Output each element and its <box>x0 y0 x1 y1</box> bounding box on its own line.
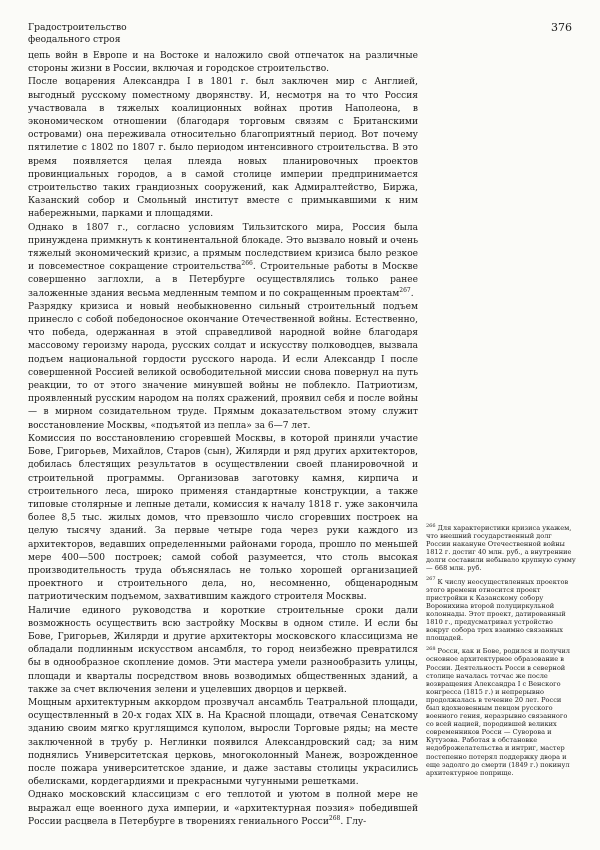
paragraph-text: . Глу- <box>340 816 367 827</box>
footnote-number: 266 <box>426 522 436 529</box>
footnote-reference[interactable]: 268 <box>328 814 341 822</box>
paragraph-text: После воцарения Александра I в 1801 г. был заключен мир с Англией, выгодный русскому поместному дворянству. И, несмотря на то что Россия участвовала в тяжелых коалиционных войнах против Наполеона, в экономическом отношении (благодаря торговым связям с Британскими островами) она переживала относительно благоприятный период. Вот почему пятилетие с 1802 по 1807 г. было периодом интенсивного строительства. В это время появляется целая плеяда новых планировочных проектов провинциальных городов, а в самой столице империи предпринимается строительство таких грандиозных сооружений, как Адмиралтейство, Биржа, Казанский собор и Смольный институт вместе с примыкавшими к ним набережными, парками и площадями. <box>28 77 418 220</box>
paragraph-text: Комиссия по восстановлению сгоревшей Москвы, в которой приняли участие Бове, Григорьев, Михайлов, Старов (сын), Жилярди и ряд других архитекторов, добилась блестящих результатов в осуществлении своей планировочной и строительной программы. Организовав заготовку камня, кирпича и строительного леса, широко применяя стандартные конструкции, а также типовые столярные и лепные детали, комиссия к началу 1818 г. уже закончила более 8,5 тыс. жилых домов, что превзошло число сгоревших построек на целую тысячу зданий. За первые четыре года через руки каждого из архитекторов, ведавших определенными районами города, прошло по меньшей мере 400—500 построек; самой собой разумеется, что столь высокая производительность труда объяснялась не только хорошей организацией проектного и строительного дела, но, несомненно, общенародным патриотическим подъемом, захватившим каждого строителя Москвы. <box>28 433 418 603</box>
paragraph-text: Наличие единого руководства и короткие строительные сроки дали возможность осуществить всю застройку Москвы в одном стиле. И если бы Бове, Григорьев, Жилярди и другие архитекторы московского классицизма не обладали подлинным искусством ансамбля, то город неизбежно превратился бы в однообразное скопление домов. Эти мастера умели разнообразить улицы, площади и кварталы посредством вновь возводимых общественных зданий, а также за счет включения зелени и уцелевших дворцов и церквей. <box>28 605 418 695</box>
body-paragraph <box>28 222 418 301</box>
footnote-number: 268 <box>426 646 436 653</box>
footnote-text: Росси, как и Бове, родился и получил основное архитектурное образование в России. Деятельность Росси в северной столице началась тотчас же после возвращения Александра I с Венского конгресса (1815 г.) и непрерывно продолжалась в течение 20 лет. Росси был вдохновенным певцом русского военного гения, неразрывно связанного со всей нацией, породившей великих современников Росси — Суворова и Кутузова. Работая в обстановке недоброжелательства и интриг, мастер постепенно потерял поддержку двора и еще задолго до смерти (1849 г.) покинул архитектурное поприще. <box>426 647 570 777</box>
page-number: 376 <box>551 21 572 34</box>
footnote-number: 267 <box>426 576 436 583</box>
paragraph-text: Мощным архитектурным аккордом прозвучал ансамбль Театральной площади, осуществленный в 20-х годах XIX в. На Красной площади, отвечая Сенатскому зданию своим мягко круглящимся куполом, выросли Торговые ряды; на месте заключенной в трубу р. Неглинки появился Александровский сад; за ним поднялись Университетская церковь, многоколонный Манеж, возрожденное после пожара университетское здание, и даже заставы столицы украсились обелисками, кордегардиями и прекрасными чугунными решетками. <box>28 697 418 788</box>
footnote-text: К числу неосуществленных проектов этого времени относится проект пристройки к Казанскому собору Воронихина второй полуциркульной колоннады. Этот проект, датированный 1810 г., предусматривал устройство вокруг собора трех взаимно связанных площадей. <box>426 577 569 643</box>
paragraph-text: цепь войн в Европе и на Востоке и наложило свой отпечаток на различные стороны жизни в России, включая и городское строительство. <box>28 51 418 75</box>
running-header <box>28 22 127 46</box>
header-line-1: Градостроительство <box>28 22 127 33</box>
paragraph-text: Однако в 1807 г., согласно условиям Тильзитского мира, Россия была принуждена примкнуть к континентальной блокаде. Это вызвало новый и очень тяжелый экономический кризис, а прямым последствием кризиса было резкое и повсеместное сокращение строительства <box>28 222 418 273</box>
footnote <box>426 578 576 643</box>
header-line-2: феодального строя <box>28 34 121 45</box>
footnote <box>426 524 576 573</box>
paragraph-text: Разрядку кризиса и новый необыкновенно сильный строительный подъем принесло с собой победоносное окончание Отечественной войны. Естественно, что победа, одержанная в этой справедливой народной войне благодаря массовому героизму народа, русских солдат и искусству полководцев, вызвала подъем национальной гордости русского народа. И если Александр I после совершенной Россией великой освободительной миссии снова повернул на путь реакции, то от этого значение минувшей войны не поблекло. Патриотизм, проявленный русским народом на полях сражений, проявил себя и после войны — в мирном созидательном труде. Прямым доказательством этому служит восстановление Москвы, «подъятой из пепла» за 6—7 лет. <box>28 301 418 431</box>
body-paragraph <box>28 76 418 221</box>
footnote-text: Для характеристики кризиса укажем, что внешний государственный долг России накануне Отечественной войны 1812 г. достиг 40 млн. руб., а внутренние долги составили небывало крупную сумму — 668 млн. руб. <box>426 524 576 573</box>
footnote <box>426 647 576 777</box>
footnotes-column <box>426 524 576 782</box>
footnote-reference[interactable]: 267 <box>399 286 411 294</box>
body-paragraph <box>28 301 418 433</box>
paragraph-text: Однако московский классицизм с его теплотой и уютом в полной мере не выражал еще военного духа империи, и «архитектурная поэзия» победившей России расцвела в Петербурге в творениях гениального Росси <box>28 790 418 827</box>
body-paragraph <box>28 697 418 789</box>
footnote-reference[interactable]: 266 <box>241 260 253 268</box>
body-paragraph <box>28 433 418 605</box>
main-text-column <box>28 50 418 829</box>
paragraph-text: . <box>410 288 414 299</box>
paragraph-text: . Строительные работы в Москве совершенно заглохли, а в Петербурге осуществлялись только ранее заложенные здания весьма медленным темпом и по сокращенным проектам <box>28 262 418 299</box>
body-paragraph <box>28 789 418 829</box>
body-paragraph <box>28 605 418 697</box>
body-paragraph <box>28 50 418 76</box>
